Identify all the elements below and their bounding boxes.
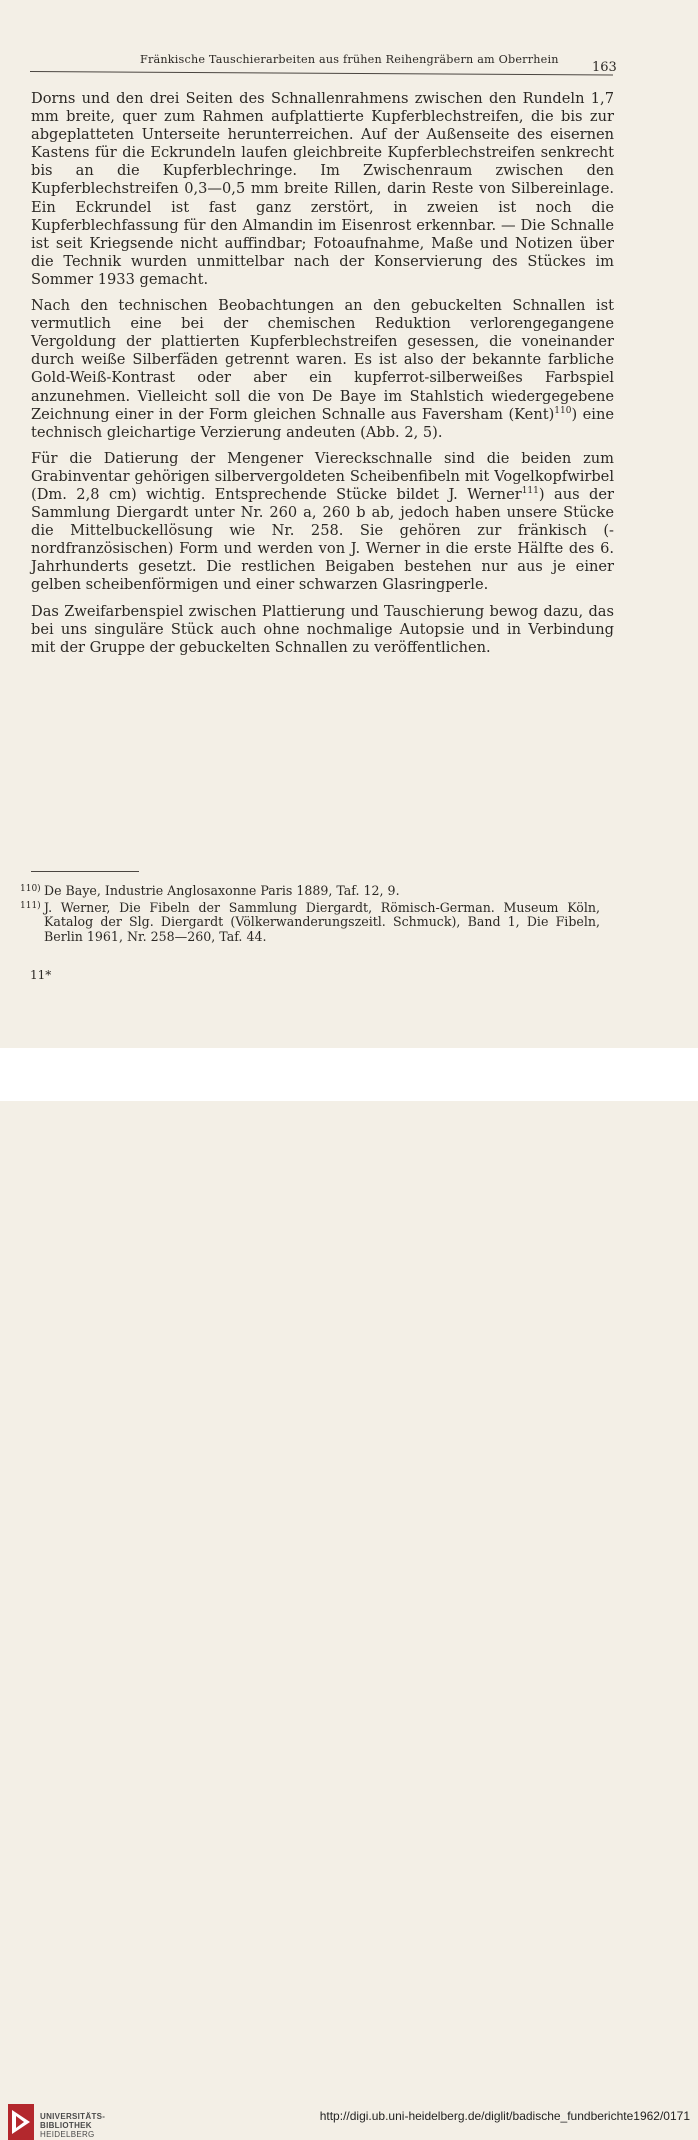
- paragraph-text: Für die Datierung der Mengener Viereckschnalle sind die beiden zum Grabinventar gehörigen silbervergoldeten Scheibenfibeln mit Vogelkopfwirbel (Dm. 2,8 cm) wichtig. Entsprechende Stücke bildet J. Werner: [31, 449, 614, 503]
- paragraph-4: [31, 603, 614, 657]
- viewer-footer: [0, 1048, 698, 2139]
- footnote-text: De Baye, Industrie Anglosaxonne Paris 1889, Taf. 12, 9.: [44, 883, 400, 898]
- paragraph-text: Das Zweifarbenspiel zwischen Plattierung und Tauschierung bewog dazu, das bei uns singuläre Stück auch ohne nochmalige Autopsie und in Verbindung mit der Gruppe der gebuckelten Schnallen zu veröffentlichen.: [31, 602, 614, 656]
- footnote-text: J. Werner, Die Fibeln der Sammlung Diergardt, Römisch-German. Museum Köln, Katalog der Slg. Diergardt (Völkerwanderungszeitl. Schmuck), Band 1, Die Fibeln, Berlin 1961, Nr. 258—260, Taf. 44.: [44, 899, 600, 944]
- library-name[interactable]: [40, 2112, 105, 2139]
- library-line-2: BIBLIOTHEK: [40, 2121, 92, 2130]
- footnotes: [20, 884, 600, 946]
- signature-mark: 11*: [30, 968, 52, 982]
- document-page: [0, 0, 698, 1048]
- header-rule: [30, 71, 613, 76]
- paragraph-3: [31, 450, 614, 595]
- footnote-number: 110): [20, 884, 41, 894]
- paragraph-text-continued: ) aus der Sammlung Diergardt unter Nr. 260 a, 260 b ab, jedoch haben unsere Stücke die Mittelbuckellösung wie Nr. 258. Sie gehören zur fränkisch (-nordfranzösischen) Form und werden von J. Werner in die erste Hälfte des 6. Jahrhunderts gesetzt. Die restlichen Beigaben bestehen nur aus je einer gelben scheibenförmigen und einer schwarzen Glasringperle.: [31, 485, 614, 594]
- paragraph-text-continued: ) eine technisch gleichartige Verzierung andeuten (Abb. 2, 5).: [31, 405, 614, 441]
- paragraph-2: [31, 297, 614, 442]
- paragraph-1: [31, 90, 614, 289]
- footnote-ref-111: 111: [521, 486, 539, 497]
- footnote-ref-110: 110: [554, 405, 572, 416]
- source-url-link[interactable]: http://digi.ub.uni-heidelberg.de/diglit/badische_fundberichte1962/0171: [319, 2109, 690, 2123]
- footnote-111: [20, 901, 600, 945]
- paragraph-text: Nach den technischen Beobachtungen an den gebuckelten Schnallen ist vermutlich eine bei der chemischen Reduktion verlorengegangene Vergoldung der plattierten Kupferblechstreifen gesessen, die voneinander durch weiße Silberfäden getrennt waren. Es ist also der bekannte farbliche Gold-Weiß-Kontrast oder aber ein kupferrot-silberweißes Farbspiel anzunehmen. Vielleicht soll die von De Baye im Stahlstich wiedergegebene Zeichnung einer in der Form gleichen Schnalle aus Faversham (Kent): [31, 297, 614, 423]
- library-line-1: UNIVERSITÄTS-: [40, 2112, 106, 2121]
- running-title: Fränkische Tauschierarbeiten aus frühen Reihengräbern am Oberrhein: [140, 53, 559, 66]
- library-logo-icon[interactable]: [8, 2104, 34, 2140]
- body-text: [31, 90, 614, 665]
- footnote-number: 111): [20, 900, 41, 911]
- page-number: 163: [592, 60, 617, 75]
- footnote-rule: [31, 871, 139, 872]
- library-line-3: HEIDELBERG: [40, 2130, 95, 2139]
- footnote-110: [20, 884, 600, 899]
- paragraph-text: Dorns und den drei Seiten des Schnallenrahmens zwischen den Rundeln 1,7 mm breite, quer zum Rahmen aufplattierte Kupferblechstreifen, die bis zur abgeplatteten Unterseite herunterreichen. Auf der Außenseite des eisernen Kastens für die Eckrundeln laufen gleichbreite Kupferblechstreifen senkrecht bis an die Kupferblechringe. Im Zwischenraum zwischen den Kupferblechstreifen 0,3—0,5 mm breite Rillen, darin Reste von Silbereinlage. Ein Eckrundel ist fast ganz zerstört, in zweien ist noch die Kupferblechfassung für den Almandin im Eisenrost erkennbar. — Die Schnalle ist seit Kriegsende nicht auffindbar; Fotoaufnahme, Maße und Notizen über die Technik wurden unmittelbar nach der Konservierung des Stückes im Sommer 1933 gemacht.: [31, 90, 614, 288]
